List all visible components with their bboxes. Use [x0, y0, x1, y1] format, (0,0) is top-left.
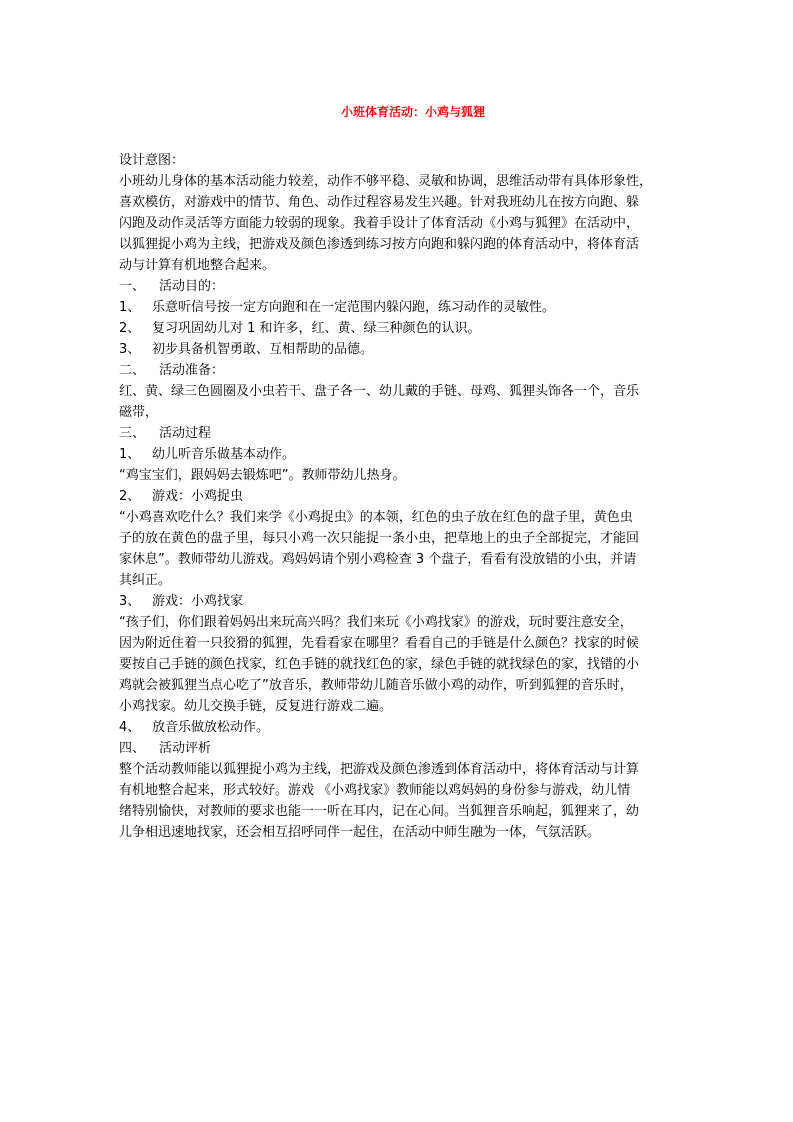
section-number: 四、	[119, 741, 146, 756]
process-step	[119, 486, 679, 507]
process-text-line: 子的放在黄色的盘子里，每只小鸡一次只能捉一条小虫，把草地上的虫子全部捉完，才能回	[119, 531, 640, 546]
design-intent-line: 小班幼儿身体的基本活动能力较差，动作不够平稳、灵敏和协调，思维活动带有具体形象性，	[119, 174, 653, 189]
item-number: 3、	[119, 342, 141, 357]
process-text-line: 小鸡找家。幼儿交换手链，反复进行游戏二遍。	[119, 699, 393, 714]
document-page	[119, 104, 679, 843]
section-number: 二、	[119, 363, 146, 378]
evaluation-line: 绪特别愉快，对教师的要求也能一一听在耳内，记在心间。当狐狸音乐响起，狐狸来了，幼	[119, 804, 640, 819]
process-text-line: “鸡宝宝们，跟妈妈去锻炼吧”。教师带幼儿热身。	[119, 468, 406, 483]
process-text-line: 因为附近住着一只狡猾的狐狸，先看看家在哪里？看看自己的手链是什么颜色？找家的时候	[119, 636, 640, 651]
item-text: 乐意听信号按一定方向跑和在一定范围内躲闪跑，练习动作的灵敏性。	[152, 300, 556, 315]
design-intent-line: 喜欢模仿，对游戏中的情节、角色、动作过程容易发生兴趣。针对我班幼儿在按方向跑、躲	[119, 195, 640, 210]
process-step	[119, 717, 679, 738]
section-heading-evaluation	[119, 738, 679, 759]
item-number: 3、	[119, 594, 141, 609]
section-number: 一、	[119, 279, 146, 294]
preparation-line: 磁带，	[119, 405, 159, 420]
item-text: 复习巩固幼儿对 1 和许多，红、黄、绿三种颜色的认识。	[152, 321, 481, 336]
process-step	[119, 444, 679, 465]
section-heading-process	[119, 423, 679, 444]
item-text: 放音乐做放松动作。	[152, 720, 270, 735]
design-intent-label: 设计意图：	[119, 153, 185, 168]
section-heading-preparation	[119, 360, 679, 381]
evaluation-line: 有机地整合起来，形式较好。游戏 《小鸡找家》教师能以鸡妈妈的身份参与游戏，幼儿情	[119, 783, 631, 798]
goal-item	[119, 318, 679, 339]
process-text-line: 其纠正。	[119, 573, 172, 588]
process-text-line: 要按自己手链的颜色找家，红色手链的就找红色的家，绿色手链的就找绿色的家，找错的小	[119, 657, 640, 672]
design-intent-line: 动与计算有机地整合起来。	[119, 258, 276, 273]
section-label: 活动过程	[159, 426, 212, 441]
process-text-line: 鸡就会被狐狸当点心吃了”放音乐，教师带幼儿随音乐做小鸡的动作，听到狐狸的音乐时，	[119, 678, 633, 693]
item-number: 4、	[119, 720, 141, 735]
item-text: 幼儿听音乐做基本动作。	[152, 447, 296, 462]
process-text-line: “孩子们，你们跟着妈妈出来玩高兴吗？我们来玩《小鸡找家》的游戏，玩时要注意安全，	[119, 615, 633, 630]
section-heading-goals	[119, 276, 679, 297]
preparation-line: 红、黄、绿三色圆圈及小虫若干、盘子各一、幼儿戴的手链、母鸡、狐狸头饰各一个，音乐	[119, 384, 640, 399]
document-title: 小班体育活动：小鸡与狐狸	[340, 105, 485, 119]
evaluation-line: 儿争相迅速地找家，还会相互招呼同伴一起住，在活动中师生融为一体，气氛活跃。	[119, 825, 601, 840]
process-step	[119, 591, 679, 612]
design-intent-line: 闪跑及动作灵活等方面能力较弱的现象。我着手设计了体育活动《小鸡与狐狸》在活动中，	[119, 216, 640, 231]
item-text: 初步具备机智勇敢、互相帮助的品德。	[152, 342, 374, 357]
evaluation-line: 整个活动教师能以狐狸捉小鸡为主线，把游戏及颜色渗透到体育活动中，将体育活动与计算	[119, 762, 640, 777]
design-intent-line: 以狐狸捉小鸡为主线，把游戏及颜色渗透到练习按方向跑和躲闪跑的体育活动中，将体育活	[119, 237, 640, 252]
process-text-line: 家休息”。教师带幼儿游戏。鸡妈妈请个别小鸡检查 3 个盘子，看看有没放错的小虫，并请	[119, 552, 637, 567]
goal-item	[119, 297, 679, 318]
item-number: 2、	[119, 321, 141, 336]
item-text: 游戏：小鸡捉虫	[152, 489, 244, 504]
item-number: 1、	[119, 447, 141, 462]
item-text: 游戏：小鸡找家	[152, 594, 244, 609]
item-number: 1、	[119, 300, 141, 315]
item-number: 2、	[119, 489, 141, 504]
section-label: 活动目的：	[159, 279, 225, 294]
section-label: 活动评析	[159, 741, 212, 756]
section-label: 活动准备：	[159, 363, 225, 378]
process-text-line: “小鸡喜欢吃什么？我们来学《小鸡捉虫》的本领，红色的虫子放在红色的盘子里，黄色虫	[119, 510, 633, 525]
section-number: 三、	[119, 426, 146, 441]
goal-item	[119, 339, 679, 360]
